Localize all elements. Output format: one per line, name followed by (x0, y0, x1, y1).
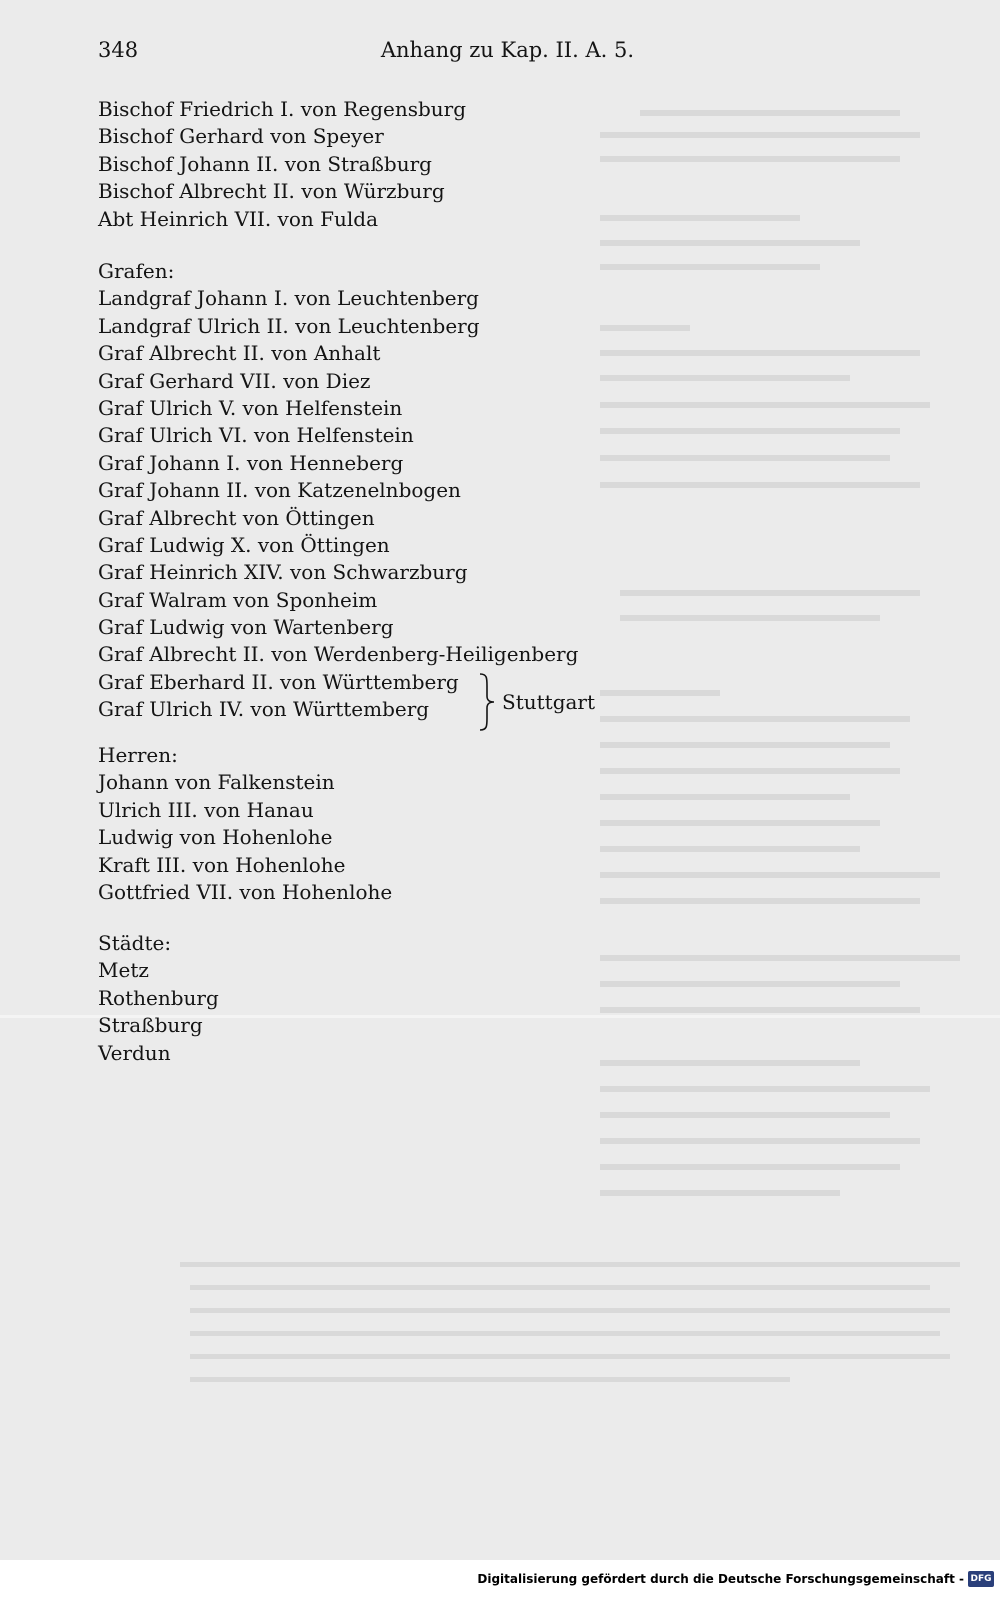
herren-section (98, 742, 392, 906)
list-item: Graf Ulrich IV. von Württemberg (98, 697, 430, 722)
stuttgart-bracket (478, 672, 598, 732)
list-item: Graf Heinrich XIV. von Schwarzburg (98, 560, 468, 585)
section-heading-staedte: Städte: (98, 931, 172, 955)
list-item: Rothenburg (98, 985, 219, 1010)
page-header (98, 38, 634, 78)
section-heading-grafen: Grafen: (98, 259, 175, 283)
list-item: Graf Ulrich VI. von Helfenstein (98, 423, 414, 448)
digitization-footer (0, 1560, 1000, 1605)
list-item: Graf Albrecht II. von Werdenberg-Heiligenberg (98, 642, 579, 667)
list-item: Metz (98, 958, 149, 983)
list-item: Bischof Gerhard von Speyer (98, 124, 384, 149)
list-item: Graf Gerhard VII. von Diez (98, 368, 371, 393)
dfg-logo: DFG (968, 1571, 994, 1587)
list-item: Bischof Albrecht II. von Würzburg (98, 179, 445, 204)
bishops-list (98, 96, 466, 233)
list-item: Landgraf Johann I. von Leuchtenberg (98, 286, 479, 311)
list-item: Ludwig von Hohenlohe (98, 825, 333, 850)
curly-brace-icon (478, 672, 498, 732)
bracket-label: Stuttgart (502, 690, 596, 714)
list-item: Graf Albrecht von Öttingen (98, 505, 375, 530)
list-item: Bischof Friedrich I. von Regensburg (98, 97, 467, 121)
list-item: Graf Ulrich V. von Helfenstein (98, 395, 403, 420)
list-item: Graf Eberhard II. von Württemberg (98, 669, 459, 694)
list-item: Graf Johann I. von Henneberg (98, 450, 404, 475)
running-title: Anhang zu Kap. II. A. 5. (380, 38, 634, 62)
list-item: Graf Albrecht II. von Anhalt (98, 341, 381, 366)
section-heading-herren: Herren: (98, 743, 178, 767)
list-item: Gottfried VII. von Hohenlohe (98, 879, 393, 904)
page-number: 348 (98, 38, 139, 62)
funding-credit: Digitalisierung gefördert durch die Deutsche Forschungsgemeinschaft - (477, 1572, 964, 1586)
list-item: Graf Ludwig von Wartenberg (98, 615, 394, 640)
list-item: Verdun (98, 1040, 171, 1065)
list-item: Abt Heinrich VII. von Fulda (98, 206, 379, 231)
list-item: Ulrich III. von Hanau (98, 797, 314, 822)
list-item: Johann von Falkenstein (98, 770, 335, 795)
staedte-section (98, 930, 219, 1067)
list-item: Straßburg (98, 1013, 203, 1038)
list-item: Graf Johann II. von Katzenelnbogen (98, 478, 461, 503)
list-item: Kraft III. von Hohenlohe (98, 852, 346, 877)
list-item: Graf Walram von Sponheim (98, 587, 378, 612)
list-item: Landgraf Ulrich II. von Leuchtenberg (98, 313, 480, 338)
list-item: Graf Ludwig X. von Öttingen (98, 532, 390, 557)
grafen-section (98, 258, 578, 724)
list-item: Bischof Johann II. von Straßburg (98, 151, 432, 176)
